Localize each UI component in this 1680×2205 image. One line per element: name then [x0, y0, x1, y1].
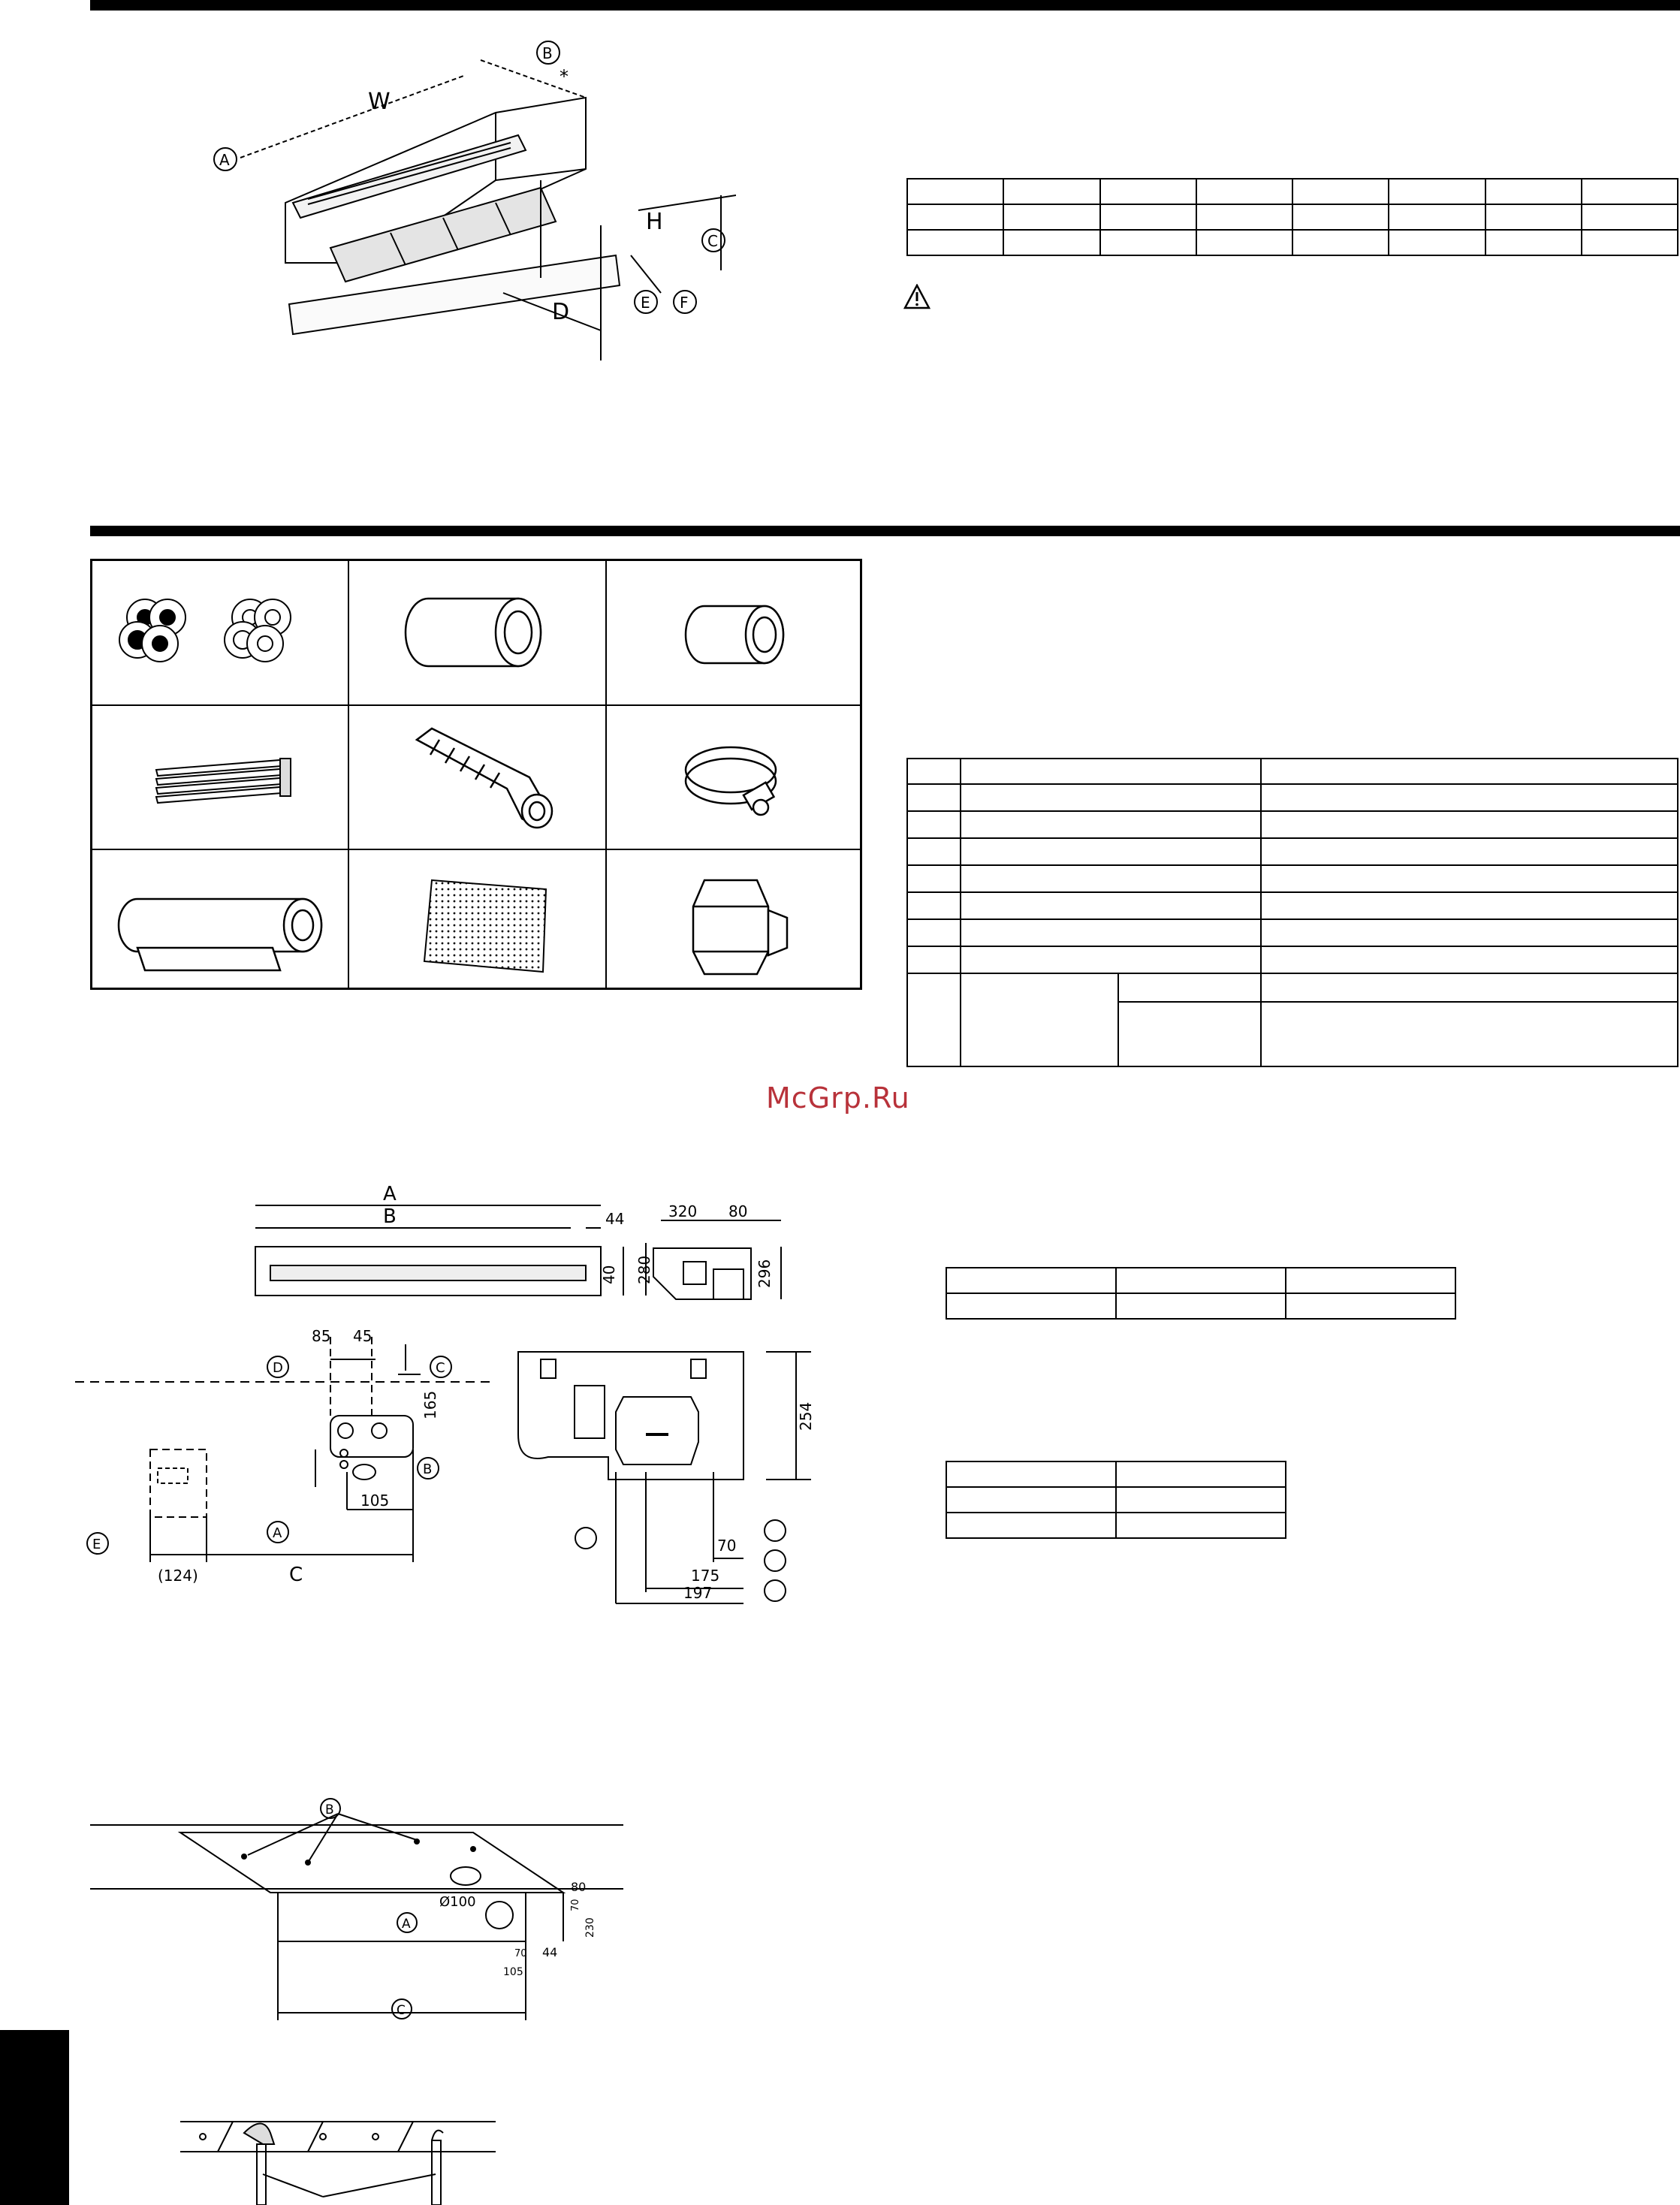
model-table-a [946, 1267, 1456, 1320]
large-pipe-cover-icon [349, 561, 605, 704]
marker-d: D [273, 1360, 283, 1376]
accessory-cell [92, 561, 349, 706]
dim-70b: 70 [514, 1948, 527, 1959]
section-bar-middle [90, 526, 1680, 536]
marker-c: C [707, 232, 718, 250]
dim-320: 320 [668, 1202, 698, 1220]
label-w: W [368, 89, 391, 115]
marker-a: A [273, 1525, 282, 1541]
marker-b: B [423, 1461, 433, 1477]
dim-280: 280 [635, 1255, 653, 1284]
accessory-cell [349, 706, 607, 850]
warning-triangle-icon [903, 284, 930, 309]
installation-dimension-figure [75, 1172, 834, 1622]
marker-a: A [219, 151, 230, 169]
dim-c: C [289, 1564, 303, 1586]
dim-105: 105 [503, 1966, 523, 1978]
hose-band-icon [607, 706, 860, 849]
marker-c: C [397, 2003, 406, 2018]
accessory-table [906, 758, 1678, 1067]
accessory-cell [92, 850, 349, 990]
dim-45: 45 [353, 1327, 372, 1345]
dim-254: 254 [797, 1401, 815, 1431]
marker-b: B [542, 44, 553, 62]
dim-44: 44 [542, 1945, 558, 1959]
accessory-cell [349, 561, 607, 706]
dim-44: 44 [605, 1210, 625, 1228]
dim-40: 40 [600, 1265, 618, 1284]
dim-105: 105 [360, 1492, 390, 1510]
page-side-tab [0, 2030, 69, 2205]
marker-b: B [325, 1802, 334, 1817]
model-table-b [946, 1461, 1286, 1539]
flare-nut-icon [607, 850, 860, 990]
section-bar-top [90, 0, 1680, 11]
marker-c: C [436, 1360, 445, 1376]
accessory-cell [607, 706, 860, 850]
marker-f: F [680, 294, 689, 312]
dim-197: 197 [683, 1584, 713, 1602]
label-h: H [646, 209, 663, 235]
label-asterisk: * [559, 66, 569, 87]
dim-70: 70 [717, 1537, 737, 1555]
ceiling-installation-figure [83, 1787, 631, 2035]
dim-124: (124) [158, 1567, 198, 1585]
drain-hose-icon [349, 706, 605, 849]
marker-e: E [641, 294, 650, 312]
accessory-cell [92, 706, 349, 850]
dim-phi-100: Ø100 [439, 1894, 476, 1910]
label-d: D [552, 299, 570, 325]
accessory-cell [349, 850, 607, 990]
dimension-table [906, 178, 1678, 256]
dim-80: 80 [571, 1880, 587, 1894]
dim-70a: 70 [570, 1899, 581, 1911]
unit-dimension-figure [195, 30, 736, 368]
accessories-grid [90, 559, 862, 990]
hanging-bolt-figure [173, 2099, 503, 2205]
watermark: McGrp.Ru [766, 1081, 910, 1115]
dim-80: 80 [728, 1202, 748, 1220]
dim-85: 85 [312, 1327, 331, 1345]
dim-165: 165 [421, 1390, 439, 1419]
accessory-cell [607, 850, 860, 990]
marker-e: E [92, 1537, 101, 1552]
insulation-tube-icon [92, 850, 348, 990]
cable-ties-icon [92, 706, 348, 849]
washers-icon [92, 561, 348, 704]
accessory-cell [607, 561, 860, 706]
dim-175: 175 [691, 1567, 720, 1585]
felt-sheet-icon [349, 850, 605, 990]
small-pipe-cover-icon [607, 561, 860, 704]
dim-230: 230 [584, 1917, 596, 1938]
dim-b: B [383, 1205, 397, 1228]
marker-a: A [402, 1917, 411, 1932]
dim-a: A [383, 1183, 397, 1205]
dim-296: 296 [756, 1259, 774, 1288]
